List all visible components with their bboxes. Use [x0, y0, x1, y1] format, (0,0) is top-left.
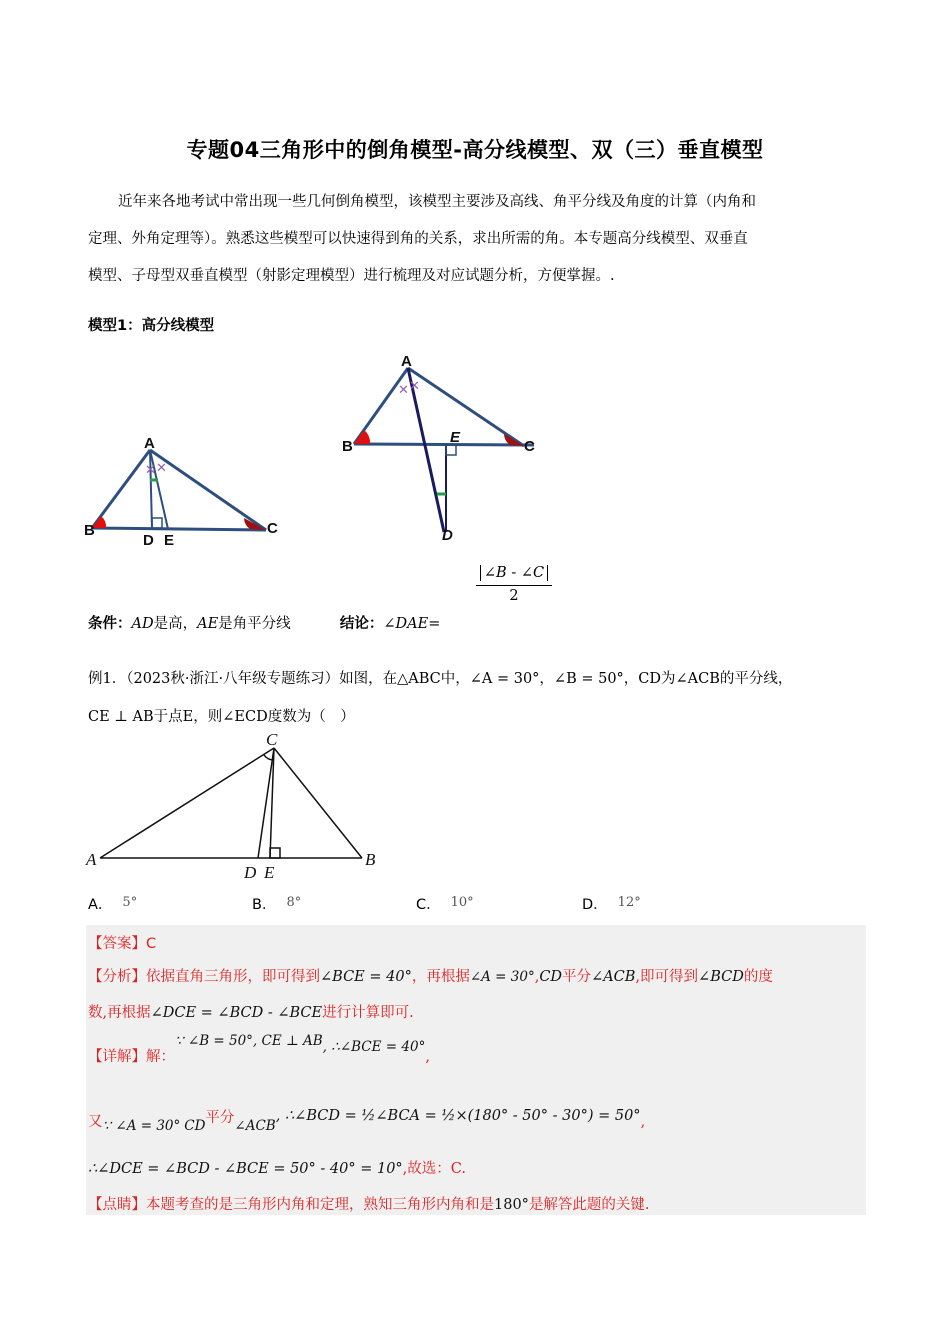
intro-line: 模型、子母型双垂直模型（射影定理模型）进行梳理及对应试题分析，方便掌握。.	[88, 268, 615, 284]
analysis-math: ∠BCE = 40°	[320, 969, 412, 985]
fig1-label-b: B	[84, 522, 95, 539]
detail-text: 平分	[205, 1110, 235, 1126]
analysis-line-2	[88, 1001, 414, 1022]
condition-label: 条件：	[88, 616, 132, 632]
fig1-label-a: A	[144, 435, 155, 452]
intro-line: 近年来各地考试中常出现一些几何倒角模型，该模型主要涉及高线、角平分线及角度的计算（内角和	[118, 194, 756, 210]
solution-text	[88, 925, 868, 1215]
condition-text: 是高，	[153, 616, 198, 632]
comment-text: 是解答此题的关键.	[528, 1197, 650, 1213]
model1-heading: 模型1：高分线模型	[88, 318, 215, 334]
detail-math: , ∴∠BCD = ½∠BCA = ½×(180° - 50° - 30°) = 50°	[275, 1108, 641, 1124]
choice-label: C．	[416, 897, 441, 913]
example1-line: CE ⊥ AB于点E，则∠ECD度数为（ ）	[88, 709, 355, 725]
intro-paragraph	[88, 184, 868, 295]
analysis-text: 平分	[562, 969, 592, 985]
analysis-text: ,即可得到	[635, 969, 699, 985]
detail-line-1	[88, 1033, 430, 1066]
answer-value: C	[146, 936, 157, 952]
choice-d[interactable]	[582, 893, 641, 914]
detail-tag: 【详解】解：	[88, 1049, 175, 1065]
model1-figure-1	[80, 432, 290, 550]
comment-line	[88, 1193, 650, 1214]
comment-math: 180°	[494, 1197, 529, 1213]
example1-label-d: D	[244, 863, 257, 882]
choice-value: 12°	[617, 895, 641, 910]
formula-fraction	[476, 565, 552, 604]
analysis-text: ，再根据	[411, 969, 470, 985]
analysis-text: 的度	[743, 969, 773, 985]
analysis-text: ,	[534, 969, 540, 985]
answer-line	[88, 932, 156, 953]
conclusion-text: ∠DAE=	[383, 616, 441, 632]
choice-label: D．	[582, 897, 608, 913]
formula-denominator: 2	[509, 588, 519, 604]
svg-text:✕: ✕	[409, 379, 420, 394]
analysis-text: 进行计算即可.	[322, 1005, 414, 1021]
choice-label: A．	[88, 897, 113, 913]
choice-a[interactable]	[88, 893, 137, 914]
choice-value: 10°	[450, 895, 474, 910]
fig2-label-b: B	[342, 438, 353, 455]
fig2-label-e: E	[450, 429, 461, 446]
fig1-label-c: C	[267, 520, 278, 537]
condition-ae: AE	[197, 616, 219, 632]
model1-figure-2	[338, 350, 548, 545]
analysis-text: 依据直角三角形，即可得到	[146, 969, 320, 985]
choice-label: B．	[252, 897, 277, 913]
detail-line-3	[88, 1157, 466, 1178]
analysis-text: 数,再根据	[88, 1005, 151, 1021]
fig2-label-d: D	[442, 527, 453, 544]
example1-line: 例1．（2023秋·浙江·八年级专题练习）如图，在△ABC中，∠A = 30°，∠B = 50°，CD为∠ACB的平分线，	[88, 671, 793, 687]
example1-label-e: E	[264, 863, 275, 882]
example1-label-a: A	[86, 850, 97, 869]
detail-math: ∠ACB	[234, 1118, 276, 1134]
example1-label-b: B	[365, 850, 376, 869]
choice-value: 5°	[122, 895, 138, 910]
detail-text: ,	[425, 1049, 430, 1065]
detail-text: 又	[88, 1114, 103, 1130]
detail-math: ∵ ∠A = 30°	[102, 1118, 181, 1134]
analysis-line-1	[88, 965, 773, 986]
detail-math: CD	[184, 1118, 206, 1134]
analysis-math: CD	[539, 969, 563, 985]
analysis-math: ∠A = 30°	[469, 969, 535, 985]
comment-tag: 【点睛】	[88, 1197, 146, 1213]
detail-text: ,故选：C.	[402, 1161, 466, 1177]
analysis-math: ∠BCD	[698, 969, 744, 985]
example1-question	[88, 660, 878, 736]
detail-math: ∵ ∠B = 50°, CE ⊥ AB	[175, 1033, 323, 1049]
conclusion-label: 结论：	[339, 616, 384, 632]
fig2-label-c: C	[524, 438, 535, 455]
detail-line-2	[88, 1108, 646, 1134]
page-title: 专题04三角形中的倒角模型-高分线模型、双（三）垂直模型	[186, 138, 764, 162]
svg-text:✕: ✕	[156, 461, 167, 476]
analysis-math: ∠ACB	[591, 969, 636, 985]
answer-tag: 【答案】	[88, 936, 146, 952]
formula-numerator: ∠B - ∠C	[480, 565, 548, 581]
svg-text:✕: ✕	[398, 383, 409, 398]
detail-text: ,	[640, 1114, 646, 1130]
condition-line	[88, 612, 440, 633]
intro-line: 定理、外角定理等）。熟悉这些模型可以快速得到角的关系，求出所需的角。本专题高分线模型、双垂直	[88, 231, 748, 247]
example1-figure	[82, 728, 382, 886]
choice-c[interactable]	[416, 893, 474, 914]
detail-math: , ∴∠BCE = 40°	[322, 1039, 426, 1055]
condition-text: 是角平分线	[218, 616, 291, 632]
choice-b[interactable]	[252, 893, 301, 914]
example1-label-c: C	[266, 730, 278, 749]
svg-text:✕: ✕	[145, 463, 156, 478]
fig1-label-d: D	[143, 532, 154, 549]
detail-math: ∴∠DCE = ∠BCD - ∠BCE = 50° - 40° = 10°	[88, 1161, 403, 1177]
comment-text: 本题考查的是三角形内角和定理，熟知三角形内角和是	[146, 1197, 494, 1213]
choice-value: 8°	[286, 895, 302, 910]
analysis-tag: 【分析】	[88, 969, 146, 985]
analysis-math: ∠DCE = ∠BCD - ∠BCE	[150, 1005, 323, 1021]
fig2-label-a: A	[401, 353, 412, 370]
condition-ad: AD	[131, 616, 154, 632]
fig1-label-e: E	[164, 532, 175, 549]
